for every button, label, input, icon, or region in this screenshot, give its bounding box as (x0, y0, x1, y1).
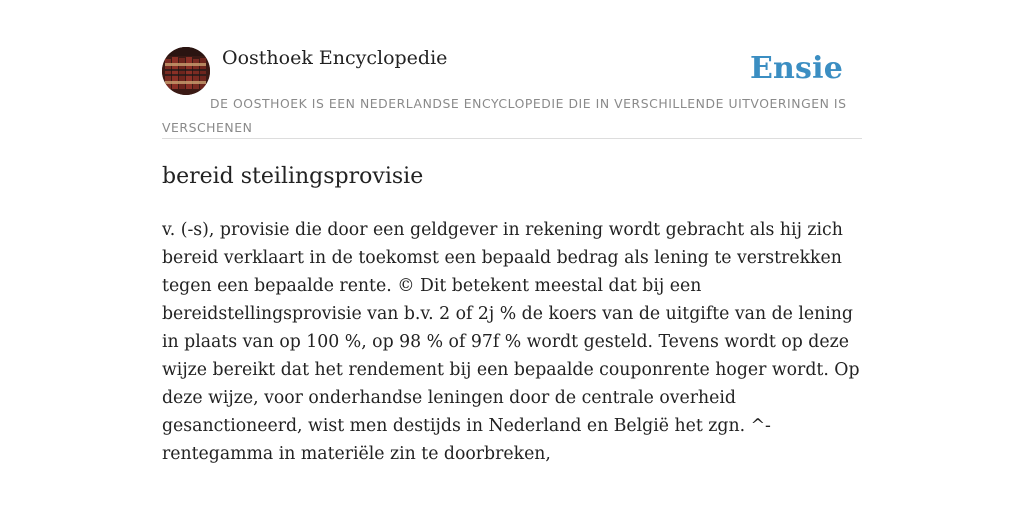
brand-logo[interactable]: Ensie (749, 51, 843, 86)
site-title[interactable]: Oosthoek Encyclopedie (222, 47, 448, 69)
site-tagline: DE OOSTHOEK IS EEN NEDERLANDSE ENCYCLOPEDIE DIE IN VERSCHILLENDE UITVOERINGEN IS VERSCHENEN (162, 96, 847, 135)
site-header (162, 40, 862, 140)
page-container (162, 40, 862, 464)
header-divider (162, 138, 862, 139)
book-spines-icon[interactable] (162, 47, 210, 95)
entry-body: v. (-s), provisie die door een geldgever in rekening wordt gebracht als hij zich bereid verklaart in de toekomst een bepaald bedrag als lening te verstrekken tegen een bepaalde rente. © Dit betekent meestal dat bij een bereidstellingsprovisie van b.v. 2 of 2j % de koers van de uitgifte van de lening in plaats van op 100 %, op 98 % of 97f % wordt gesteld. Tevens wordt op deze wijze bereikt dat het rendement bij een bepaalde couponrente hoger wordt. Op deze wijze, voor onderhandse leningen door de centrale overheid gesanctioneerd, wist men destijds in Nederland en België het zgn. ^-rentegamma in materiële zin te doorbreken, (162, 220, 860, 464)
entry-title: bereid steilingsprovisie (162, 164, 424, 189)
